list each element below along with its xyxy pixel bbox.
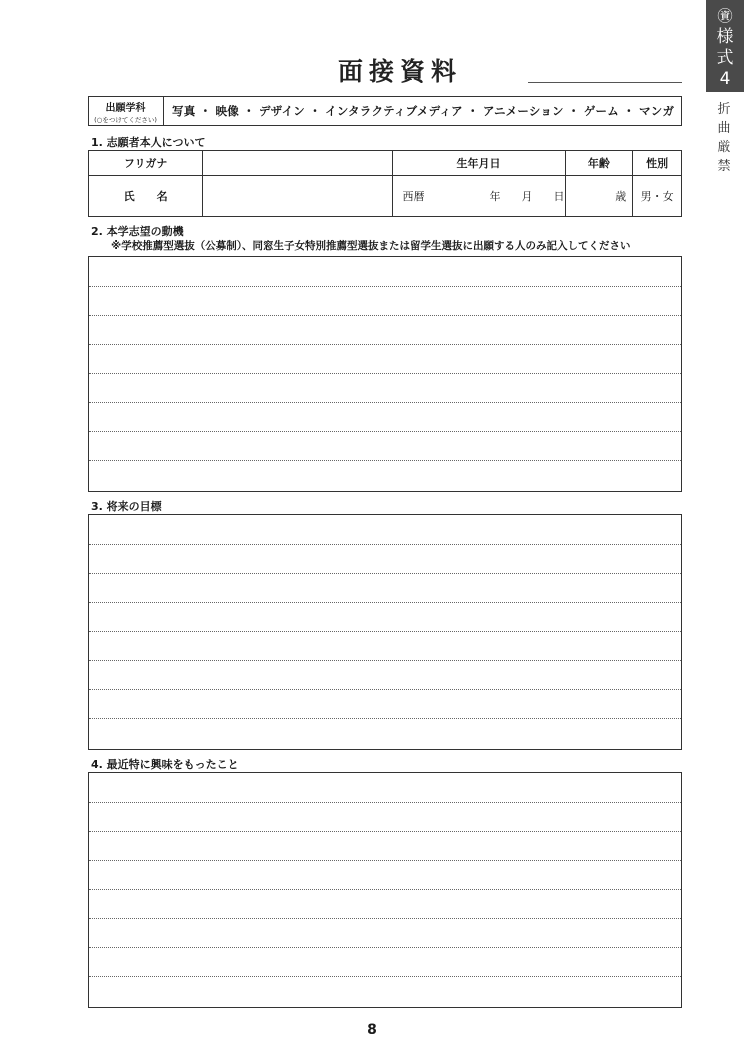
department-label: 出願学科 — [105, 103, 146, 114]
tab-char-2: 式 — [716, 48, 734, 68]
dob-month-unit: 月 — [521, 190, 533, 203]
age-label: 年齢 — [565, 151, 633, 176]
rule-line — [89, 947, 681, 948]
name-field[interactable] — [203, 176, 392, 217]
page-number: 8 — [367, 1022, 377, 1038]
rule-line — [89, 718, 681, 719]
furigana-label: フリガナ — [89, 151, 203, 176]
dob-day-unit: 日 — [553, 190, 565, 203]
age-field[interactable] — [565, 176, 633, 217]
department-options[interactable]: 写真 ・ 映像 ・ デザイン ・ インタラクティブメディア ・ アニメーション ・ ゲーム ・ マンガ — [172, 104, 675, 118]
rule-line — [89, 660, 681, 661]
rule-line — [89, 573, 681, 574]
gender-field[interactable]: 男・女 — [633, 176, 682, 217]
age-unit: 歳 — [615, 190, 627, 203]
rule-line — [89, 602, 681, 603]
dob-label: 生年月日 — [392, 151, 565, 176]
rule-line — [89, 344, 681, 345]
rule-line — [89, 976, 681, 977]
section2-title: 2. 本学志望の動機 — [91, 225, 184, 238]
recent-interests-writing-box[interactable] — [88, 772, 682, 1008]
rule-line — [89, 802, 681, 803]
page-title: 面接資料 — [337, 57, 462, 86]
rule-line — [89, 286, 681, 287]
section3-title: 3. 将来の目標 — [91, 500, 162, 513]
no-fold-char-1: 折 — [717, 102, 731, 117]
rule-line — [89, 373, 681, 374]
section4-title: 4. 最近特に興味をもったこと — [91, 758, 239, 771]
no-fold-char-4: 禁 — [717, 159, 731, 174]
dob-field[interactable] — [392, 176, 565, 217]
rule-line — [89, 544, 681, 545]
name-label: 氏 名 — [89, 176, 203, 217]
section1-title: 1. 志願者本人について — [91, 136, 206, 149]
no-fold-char-3: 厳 — [717, 140, 731, 155]
section2-note: ※学校推薦型選抜（公募制）、同窓生子女特別推薦型選抜または留学生選抜に出願する人のみ記入してください — [111, 240, 631, 252]
motivation-writing-box[interactable] — [88, 256, 682, 492]
dob-era: 西暦 — [402, 190, 425, 203]
rule-line — [89, 431, 681, 432]
dob-year-unit: 年 — [489, 190, 501, 203]
title-underline — [528, 82, 682, 83]
department-hint: (○をつけてください) — [94, 116, 157, 124]
rule-line — [89, 918, 681, 919]
rule-line — [89, 689, 681, 690]
rule-line — [89, 631, 681, 632]
no-fold-char-2: 曲 — [717, 121, 731, 136]
rule-line — [89, 889, 681, 890]
rule-line — [89, 860, 681, 861]
no-fold-note — [712, 100, 736, 176]
furigana-field[interactable] — [203, 151, 392, 176]
rule-line — [89, 315, 681, 316]
rule-line — [89, 402, 681, 403]
rule-line — [89, 831, 681, 832]
form-number-tab — [706, 0, 744, 92]
rule-line — [89, 460, 681, 461]
gender-label: 性別 — [633, 151, 682, 176]
tab-char-1: 様 — [716, 27, 734, 47]
applicant-info-table — [88, 150, 682, 217]
future-goals-writing-box[interactable] — [88, 514, 682, 750]
department-label-cell — [88, 96, 164, 126]
tab-mark: ㊮ — [717, 7, 733, 25]
tab-number: 4 — [719, 69, 731, 89]
